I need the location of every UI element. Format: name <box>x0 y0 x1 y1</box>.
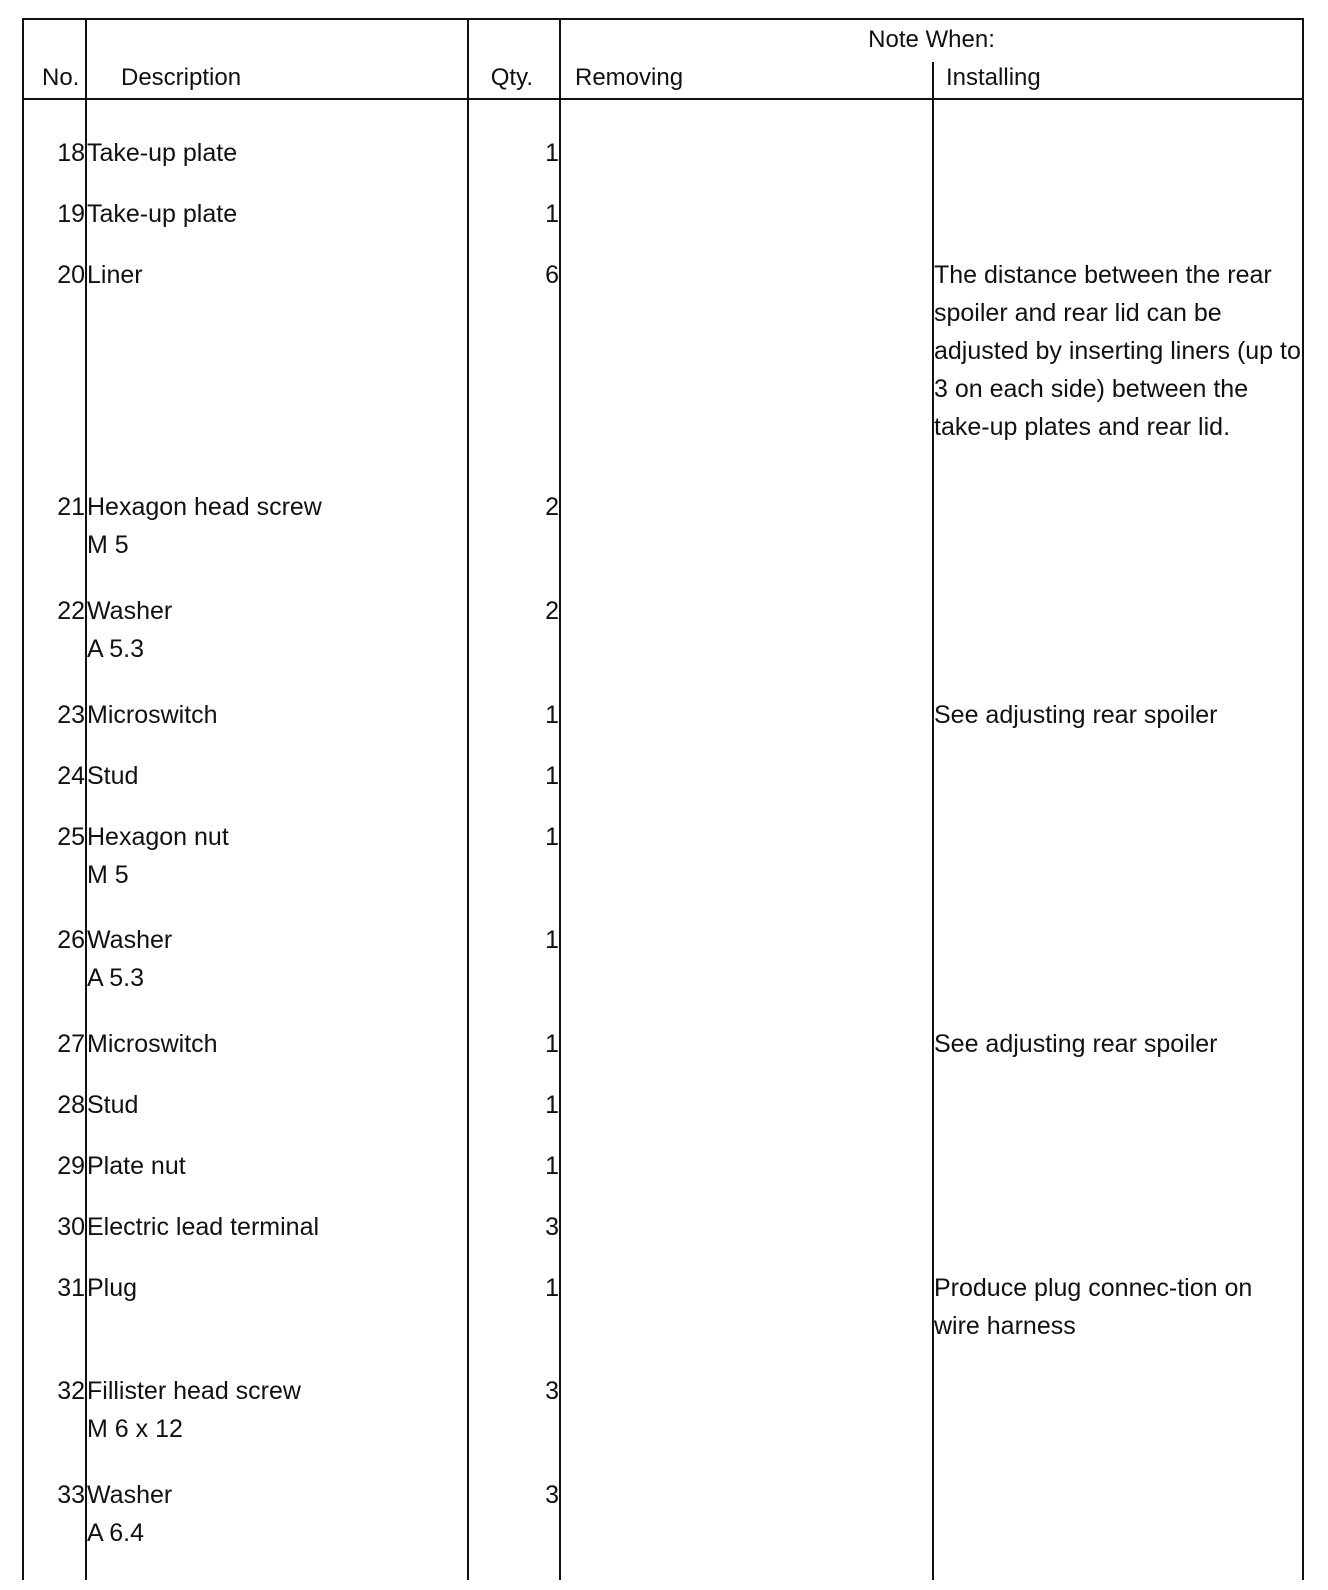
note-removing <box>560 256 933 488</box>
part-name: Stud <box>87 1090 139 1119</box>
part-number: 21 <box>57 493 85 522</box>
part-quantity: 1 <box>468 1086 560 1147</box>
note-removing <box>560 1208 933 1269</box>
part-number: 32 <box>57 1377 85 1406</box>
part-quantity: 1 <box>468 921 560 1025</box>
header-blank-desc <box>86 20 468 62</box>
table-row <box>24 1476 1302 1580</box>
note-removing <box>560 592 933 696</box>
part-number: 30 <box>57 1212 85 1241</box>
table-row <box>24 921 1302 1025</box>
table-row <box>24 818 1302 922</box>
part-name: Liner <box>87 260 143 289</box>
note-removing <box>560 195 933 256</box>
part-number: 23 <box>57 700 85 729</box>
header-row-top <box>24 20 1302 62</box>
note-removing <box>560 921 933 1025</box>
note-installing <box>933 757 1302 818</box>
note-removing <box>560 1476 933 1580</box>
part-quantity: 3 <box>468 1208 560 1269</box>
part-description <box>86 1476 468 1580</box>
header-qty: Qty. <box>468 62 560 99</box>
table-row <box>24 1147 1302 1208</box>
part-quantity: 1 <box>468 195 560 256</box>
note-installing <box>933 134 1302 195</box>
part-description <box>86 1086 468 1147</box>
note-installing <box>933 921 1302 1025</box>
part-description <box>86 134 468 195</box>
note-installing <box>933 488 1302 592</box>
part-description <box>86 1269 468 1373</box>
parts-body <box>24 99 1302 1580</box>
part-description <box>86 1025 468 1086</box>
part-name: Microswitch <box>87 700 218 729</box>
part-description <box>86 1208 468 1269</box>
part-quantity: 2 <box>468 592 560 696</box>
header-removing: Removing <box>560 62 933 99</box>
part-description <box>86 1147 468 1208</box>
part-number: 29 <box>57 1151 85 1180</box>
note-installing <box>933 1086 1302 1147</box>
table-row <box>24 195 1302 256</box>
part-quantity: 3 <box>468 1372 560 1476</box>
note-installing <box>933 592 1302 696</box>
part-quantity: 1 <box>468 757 560 818</box>
part-description <box>86 1372 468 1476</box>
part-quantity: 1 <box>468 134 560 195</box>
part-description <box>86 921 468 1025</box>
part-spec: A 5.3 <box>87 634 144 663</box>
note-installing: Produce plug connec-tion on wire harness <box>933 1269 1302 1373</box>
note-removing <box>560 818 933 922</box>
header-installing: Installing <box>933 62 1302 99</box>
part-name: Washer <box>87 1481 173 1510</box>
table-row <box>24 757 1302 818</box>
table-row <box>24 488 1302 592</box>
part-name: Microswitch <box>87 1030 218 1059</box>
note-removing <box>560 1372 933 1476</box>
part-name: Hexagon head screw <box>87 493 322 522</box>
part-name: Washer <box>87 926 173 955</box>
note-removing <box>560 696 933 757</box>
part-name: Electric lead terminal <box>87 1212 320 1241</box>
part-description <box>86 757 468 818</box>
header-no: No. <box>24 62 86 99</box>
part-number: 31 <box>57 1273 85 1302</box>
header-blank-qty <box>468 20 560 62</box>
note-installing <box>933 1147 1302 1208</box>
part-number: 28 <box>57 1090 85 1119</box>
note-installing <box>933 1208 1302 1269</box>
part-spec: M 5 <box>87 860 129 889</box>
part-name: Stud <box>87 761 139 790</box>
note-removing <box>560 1147 933 1208</box>
part-quantity: 2 <box>468 488 560 592</box>
note-installing <box>933 1476 1302 1580</box>
part-name: Hexagon nut <box>87 822 229 851</box>
part-quantity: 6 <box>468 256 560 488</box>
part-number: 25 <box>57 822 85 851</box>
note-installing: See adjusting rear spoiler <box>933 1025 1302 1086</box>
part-spec: A 6.4 <box>87 1519 144 1548</box>
part-description <box>86 592 468 696</box>
part-name: Fillister head screw <box>87 1377 301 1406</box>
table-row <box>24 134 1302 195</box>
part-description <box>86 195 468 256</box>
part-number: 26 <box>57 926 85 955</box>
part-quantity: 1 <box>468 696 560 757</box>
part-name: Take-up plate <box>87 199 238 228</box>
note-installing: The distance between the rear spoiler and rear lid can be adjusted by inserting liners (up to 3 on each side) between the take-up plates and rear lid. <box>933 256 1302 488</box>
spacer-row <box>24 99 1302 134</box>
part-spec: M 6 x 12 <box>87 1415 183 1444</box>
note-removing <box>560 488 933 592</box>
part-name: Take-up plate <box>87 139 238 167</box>
parts-sheet <box>22 18 1304 1580</box>
part-spec: M 5 <box>87 531 129 560</box>
part-quantity: 1 <box>468 1269 560 1373</box>
note-removing <box>560 134 933 195</box>
table-row <box>24 696 1302 757</box>
part-number: 24 <box>57 761 85 790</box>
note-removing <box>560 757 933 818</box>
part-spec: A 5.3 <box>87 964 144 993</box>
note-removing <box>560 1025 933 1086</box>
header-row-bottom <box>24 62 1302 99</box>
note-removing <box>560 1269 933 1373</box>
table-row <box>24 1208 1302 1269</box>
part-number: 18 <box>57 139 85 167</box>
part-quantity: 1 <box>468 1147 560 1208</box>
part-description <box>86 696 468 757</box>
note-installing <box>933 818 1302 922</box>
header-note-when: Note When: <box>560 20 1302 62</box>
parts-table <box>24 20 1302 1580</box>
part-name: Plate nut <box>87 1151 186 1180</box>
table-row <box>24 1372 1302 1476</box>
part-quantity: 3 <box>468 1476 560 1580</box>
part-number: 20 <box>57 260 85 289</box>
note-installing <box>933 1372 1302 1476</box>
note-installing <box>933 195 1302 256</box>
part-name: Plug <box>87 1273 138 1302</box>
header-description: Description <box>86 62 468 99</box>
part-number: 19 <box>57 199 85 228</box>
table-row <box>24 1025 1302 1086</box>
part-quantity: 1 <box>468 1025 560 1086</box>
table-row <box>24 1269 1302 1373</box>
table-row <box>24 256 1302 488</box>
part-quantity: 1 <box>468 818 560 922</box>
header-blank-no <box>24 20 86 62</box>
table-row <box>24 592 1302 696</box>
part-number: 27 <box>57 1030 85 1059</box>
table-row <box>24 1086 1302 1147</box>
note-removing <box>560 1086 933 1147</box>
note-installing: See adjusting rear spoiler <box>933 696 1302 757</box>
part-number: 33 <box>57 1481 85 1510</box>
part-description <box>86 818 468 922</box>
part-number: 22 <box>57 596 85 625</box>
part-description <box>86 256 468 488</box>
part-description <box>86 488 468 592</box>
part-name: Washer <box>87 596 173 625</box>
